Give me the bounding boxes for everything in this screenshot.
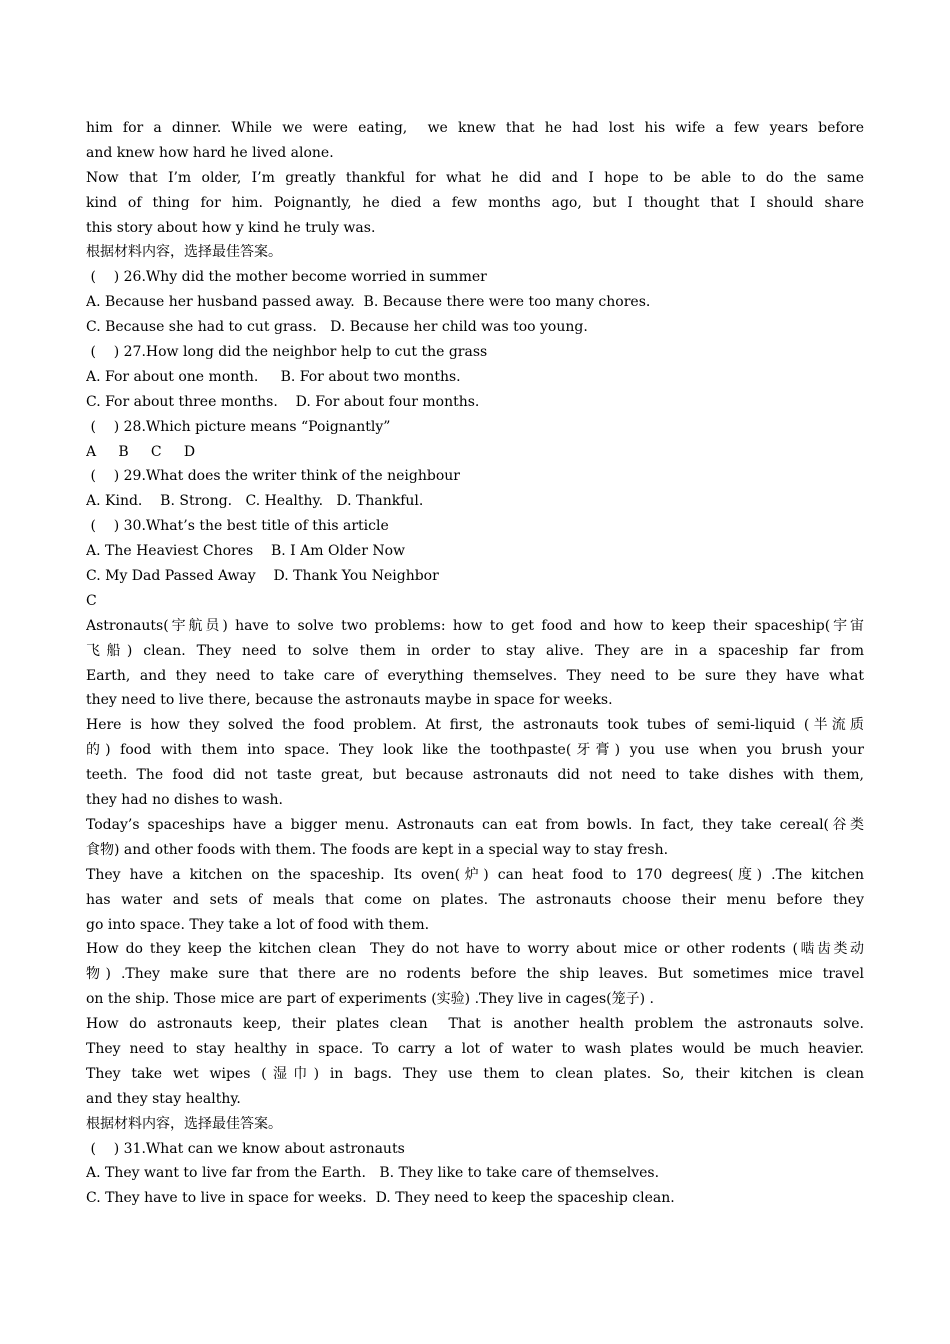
text-line: 根据材料内容，选择最佳答案。 bbox=[86, 244, 282, 261]
text-line: A. They want to live far from the Earth. B. They like to take care of themselves. bbox=[86, 1165, 660, 1182]
text-line: 食物) and other foods with them. The foods are kept in a special way to stay fresh. bbox=[86, 841, 669, 858]
text-line: 物) .They make sure that there are no rodents before the ship leaves. But sometimes mice travel bbox=[86, 966, 864, 983]
text-line: teeth. The food did not taste great, but because astronauts did not need to take dishes with them, bbox=[86, 767, 864, 784]
text-line: has water and sets of meals that come on plates. The astronauts choose their menu before they bbox=[86, 891, 864, 908]
text-line: C bbox=[86, 592, 97, 609]
document-body bbox=[86, 116, 864, 1211]
text-line: 根据材料内容，选择最佳答案。 bbox=[86, 1115, 282, 1132]
text-line: They have a kitchen on the spaceship. Its oven(炉) can heat food to 170 degrees(度) .The kitchen bbox=[86, 866, 864, 883]
text-line: ( ) 28.Which picture means “Poignantly” bbox=[86, 418, 391, 435]
text-line: ( ) 29.What does the writer think of the neighbour bbox=[86, 468, 460, 485]
text-line: They need to stay healthy in space. To carry a lot of water to wash plates would be much heavier. bbox=[86, 1040, 864, 1057]
text-line: this story about how y kind he truly was. bbox=[86, 219, 376, 236]
text-line: ( ) 31.What can we know about astronauts bbox=[86, 1140, 405, 1157]
text-line: ( ) 26.Why did the mother become worried in summer bbox=[86, 269, 487, 286]
text-line: A. For about one month. B. For about two months. bbox=[86, 368, 461, 385]
text-line: 飞船) clean. They need to solve them in order to stay alive. They are in a spaceship far from bbox=[86, 642, 864, 659]
text-line: ( ) 30.What’s the best title of this article bbox=[86, 518, 389, 535]
text-line: Earth, and they need to take care of everything themselves. They need to be sure they have what bbox=[86, 667, 864, 684]
text-line: go into space. They take a lot of food with them. bbox=[86, 916, 430, 933]
text-line: 的) food with them into space. They look like the toothpaste(牙膏) you use when you brush your bbox=[86, 742, 864, 759]
text-line: and they stay healthy. bbox=[86, 1090, 241, 1107]
text-line: Astronauts(宇航员) have to solve two problems: how to get food and how to keep their spaceship(宇宙 bbox=[86, 617, 864, 634]
text-line: How do they keep the kitchen clean They do not have to worry about mice or other rodents (啮齿类动 bbox=[86, 941, 864, 958]
text-line: on the ship. Those mice are part of experiments (实验) .They live in cages(笼子) . bbox=[86, 991, 655, 1008]
text-line: C. They have to live in space for weeks. D. They need to keep the spaceship clean. bbox=[86, 1190, 675, 1207]
text-line: and knew how hard he lived alone. bbox=[86, 144, 334, 161]
text-line: kind of thing for him. Poignantly, he died a few months ago, but I thought that I should share bbox=[86, 194, 864, 211]
text-line: him for a dinner. While we were eating, we knew that he had lost his wife a few years before bbox=[86, 120, 864, 136]
text-line: ( ) 27.How long did the neighbor help to cut the grass bbox=[86, 344, 488, 361]
text-line: A. Kind. B. Strong. C. Healthy. D. Thankful. bbox=[86, 493, 424, 510]
text-line: C. Because she had to cut grass. D. Because her child was too young. bbox=[86, 319, 588, 336]
text-line: Today’s spaceships have a bigger menu. Astronauts can eat from bowls. In fact, they take cereal(谷类 bbox=[86, 816, 864, 833]
text-line: A. Because her husband passed away. B. Because there were too many chores. bbox=[86, 294, 651, 311]
text-line: A. The Heaviest Chores B. I Am Older Now bbox=[86, 543, 406, 560]
text-line: C. My Dad Passed Away D. Thank You Neighbor bbox=[86, 568, 439, 585]
text-line: Here is how they solved the food problem. At first, the astronauts took tubes of semi-liquid (半流质 bbox=[86, 717, 864, 734]
text-line: they need to live there, because the astronauts maybe in space for weeks. bbox=[86, 692, 613, 709]
text-line: They take wet wipes (湿巾) in bags. They use them to clean plates. So, their kitchen is clean bbox=[86, 1065, 864, 1082]
text-line: Now that I’m older, I’m greatly thankful for what he did and I hope to be able to do the same bbox=[86, 169, 864, 186]
text-line: they had no dishes to wash. bbox=[86, 792, 284, 809]
text-line: How do astronauts keep, their plates clean That is another health problem the astronauts solve. bbox=[86, 1016, 864, 1033]
text-line: A B C D bbox=[86, 443, 196, 460]
text-line: C. For about three months. D. For about four months. bbox=[86, 393, 480, 410]
